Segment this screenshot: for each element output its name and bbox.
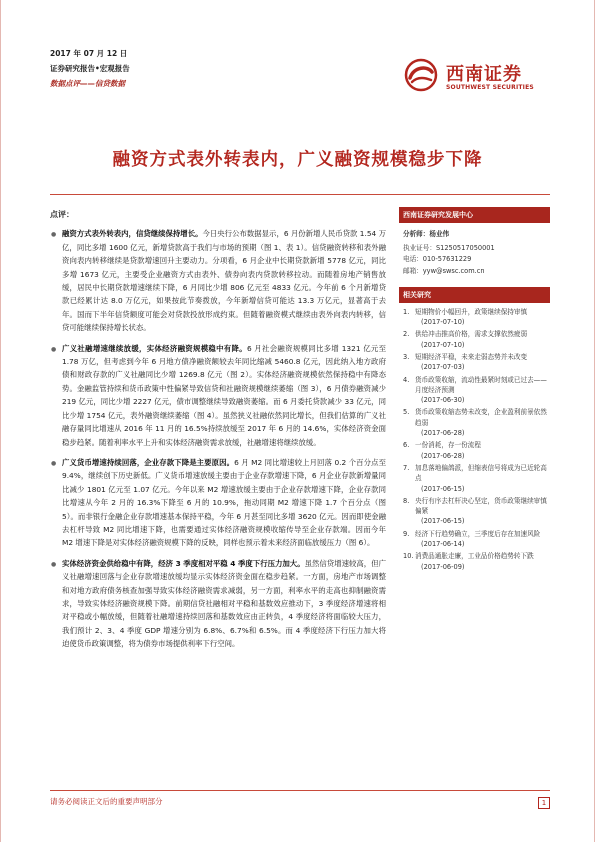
report-category: 数据点评——信贷数据 bbox=[50, 79, 125, 88]
summary-paragraph bbox=[50, 456, 386, 550]
analyst-name: 分析师：杨业伟 bbox=[403, 230, 450, 238]
related-item[interactable] bbox=[403, 496, 550, 527]
related-item[interactable] bbox=[403, 529, 550, 550]
logo-name-cn: 西南证券 bbox=[446, 64, 522, 85]
related-num: 7. bbox=[403, 463, 410, 472]
related-num: 10. bbox=[403, 552, 414, 561]
logo-name-en: SOUTHWEST SECURITIES bbox=[446, 84, 534, 91]
related-date: (2017-06-09) bbox=[421, 562, 465, 571]
related-item[interactable] bbox=[403, 352, 550, 373]
paragraph-body: 今日央行公布数据显示，6 月份新增人民币贷款 1.54 万亿，同比多增 1600 亿元，新增贷款高于我们与市场的预期（图 1、表 1）。信贷融资转移和表外融资向表内转移继续是贷款增速回升主要动力。分项看，6 月企业中长期贷款新增 5778 亿元，同比多增 1673 亿元，主要受企业融资方式由表外、债券向表内贷款转移拉动。而随着房地产销售放缓，居民中长期贷款增速继续下降，6 月同比少增 806 亿元至 4833 亿元。今年前 6 个月新增贷款已经累计达 8.0 万亿元，如果按此节奏拨放，今年新增信贷可能达 13.3 万亿元，显著高于去年。国而下半年信贷额度可能会对贷款投放形成约束。但随着融资模式继续由表外向表内转移，信贷可能继续保持增长状态。 bbox=[62, 229, 386, 333]
analyst-phone: 电话：010-57631229 bbox=[403, 255, 472, 264]
report-type: 证券研究报告•宏观报告 bbox=[50, 64, 130, 73]
related-title: 短期物价小幅回升，政策继续保持审慎 bbox=[415, 307, 528, 316]
related-title: 经济下行趋势确立，三季度后存在加速风险 bbox=[415, 529, 541, 538]
paragraph-lead: 融资方式表外转表内，信贷继续保持增长。 bbox=[62, 229, 203, 239]
related-date: (2017-07-10) bbox=[421, 318, 465, 327]
bullet-icon: ● bbox=[51, 560, 57, 568]
related-title: 加息落地偏鸽派，但缩表信号将成为已近轮高点 bbox=[415, 463, 547, 483]
related-title: 供给冲击推高价格，需求支撑依然疲弱 bbox=[415, 330, 528, 339]
related-date: (2017-07-03) bbox=[421, 363, 465, 372]
related-date: (2017-06-15) bbox=[421, 517, 465, 526]
related-research-list bbox=[399, 303, 550, 572]
related-item[interactable] bbox=[403, 375, 550, 406]
related-title: 央行有序去杠杆决心坚定，货币政策继续审慎偏紧 bbox=[415, 496, 547, 516]
related-date: (2017-07-10) bbox=[421, 340, 465, 349]
related-date: (2017-06-15) bbox=[421, 484, 465, 493]
related-item[interactable] bbox=[403, 307, 550, 328]
paragraph-body: 6 月 M2 同比增速较上月回落 0.2 个百分点至 9.4%，继续创下历史新低。广义货币增速放缓主要由于企业存款增速下降，6 月企业存款新增量同比减少 1801 亿元至 1.07 亿元。今年以来 M2 增速放缓主要由于企业存款增速下降，企业存款同比增速从今年 2 月的 16.3%下降至 6 月的 10.9%，拖动同期 M2 增速下降 1.7 个百分点（图 5）。而非银行金融企业存款增速基本保持平稳，今年 6 月甚至同比多增 3620 亿元。因而即使金融去杠杆导致 M2 同比增速下降，也需要通过实体经济融资规模收缩传导至企业存款端。因而今年 M2 增速下降是对实体经济融资规模下降的反映，同样也预示着未来经济面临放缓压力（图 6）。 bbox=[62, 457, 386, 548]
related-title: 消费品通胀走廉，工业品价格趋势转下跌 bbox=[415, 552, 534, 561]
related-title: 一份消耗，存一份流程 bbox=[415, 441, 481, 450]
bullet-icon: ● bbox=[51, 459, 57, 467]
related-title: 短期经济平稳，未来走弱态势并未改变 bbox=[415, 353, 528, 361]
summary-paragraph bbox=[50, 227, 386, 334]
logo-swirl-icon bbox=[404, 58, 438, 92]
related-date: (2017-06-28) bbox=[421, 451, 465, 460]
related-item[interactable] bbox=[403, 329, 550, 350]
summary-paragraph bbox=[50, 557, 386, 651]
page-number: 1 bbox=[538, 797, 550, 809]
related-num: 6. bbox=[403, 441, 410, 450]
related-research-header: 相关研究 bbox=[399, 287, 550, 303]
paragraph-body: 6 月社会融资规模同比多增 1321 亿元至 1.78 万亿，但考虑到今年 6 月地方债净融资额较去年同比缩减 5460.8 亿元，因此纳入地方政府债和财政存款的广义社融同比少增 1269.8 亿元（图 2）。实体经济融资规模依然保持稳中有降态势。金融监管持续和货币政策中性偏紧导致信贷和社融资规模继续萎缩（图 3），6 月债券融资减少 219 亿元，同比少增 2227 亿元，债市调整继续导致融资萎缩。而 6 月委托贷款减少 33 亿元，同比少增 1754 亿元，表外融资继续萎缩（图 4）。虽然狭义社融依然同比增长，但我们估算的广义社融存量同比增速从 2016 年 11 月的 16.5%持续放缓至 2017 年 6 月的 14.6%，实体经济资金面稳步趋紧。随着利率水平上升和实体经济融资需求放缓，社融增速将继续放缓。 bbox=[62, 343, 386, 447]
related-date: (2017-06-14) bbox=[421, 540, 465, 549]
report-title: 融资方式表外转表内，广义融资规模稳步下降 bbox=[112, 150, 483, 170]
footer-disclaimer: 请务必阅读正文后的重要声明部分 bbox=[50, 797, 163, 806]
analyst-email[interactable]: 邮箱：yyw@swsc.com.cn bbox=[403, 266, 485, 275]
bullet-icon: ● bbox=[51, 345, 57, 353]
related-num: 3. bbox=[403, 353, 410, 361]
paragraph-lead: 实体经济资金供给稳中有降，经济 3 季度相对平稳 4 季度下行压力加大。 bbox=[62, 558, 305, 568]
related-item[interactable] bbox=[403, 407, 550, 438]
related-num: 2. bbox=[403, 330, 410, 339]
report-header bbox=[50, 46, 130, 91]
related-num: 1. bbox=[403, 307, 410, 316]
company-logo bbox=[404, 56, 554, 96]
summary-section bbox=[50, 208, 386, 658]
related-date: (2017-06-30) bbox=[421, 396, 465, 405]
left-edge-line bbox=[0, 0, 1, 842]
paragraph-body: 虽然信贷增速较高，但广义社融增速回落与企业存款增速放缓均显示实体经济资金面在稳步趋紧。一方面，房地产市场调整和对地方政府债务核查加强导致实体经济融资需求减弱，另一方面，利率水平的走高也抑制融资需求，导致实体经济融资规模下降。前期信贷社融相对平稳和基数效应推动下，3 季度经济增速将相对平稳或小幅放缓，但随着社融增速持续回落和基数效应由正转负，4 季度经济将面临较大压力，我们预计 2、3、4 季度 GDP 增速分别为 6.8%、6.7%和 6.5%。而 4 季度经济下行压力加大将迫使货币政策调整，将为债券市场提供利率下行空间。 bbox=[62, 558, 386, 649]
summary-paragraph bbox=[50, 342, 386, 449]
institute-header: 西南证券研究发展中心 bbox=[399, 207, 550, 223]
footer-divider bbox=[50, 790, 550, 791]
related-date: (2017-06-28) bbox=[421, 429, 465, 438]
related-title: 货币政策收缩，流动性最紧时刻或已过去——月度经济预测 bbox=[415, 375, 547, 394]
summary-label: 点评： bbox=[50, 210, 74, 219]
related-num: 4. bbox=[403, 375, 410, 384]
bullet-icon: ● bbox=[51, 231, 57, 239]
analyst-cert: 执业证号：S1250517050001 bbox=[403, 244, 495, 253]
report-date: 2017 年 07 月 12 日 bbox=[50, 49, 128, 58]
related-title: 货币政策收缩态势未改变，企业盈利前景依然趋弱 bbox=[415, 408, 547, 427]
title-divider bbox=[50, 194, 550, 195]
related-item[interactable] bbox=[403, 440, 550, 461]
related-num: 9. bbox=[403, 529, 410, 538]
paragraph-lead: 广义社融增速继续放缓，实体经济融资规模稳中有降。 bbox=[62, 343, 247, 353]
related-num: 5. bbox=[403, 408, 410, 417]
sidebar bbox=[399, 207, 550, 574]
related-item[interactable] bbox=[403, 551, 550, 572]
related-num: 8. bbox=[403, 496, 410, 505]
paragraph-lead: 广义货币增速持续回落，企业存款下降是主要原因。 bbox=[62, 457, 235, 467]
related-item[interactable] bbox=[403, 463, 550, 494]
analyst-info bbox=[399, 223, 550, 277]
